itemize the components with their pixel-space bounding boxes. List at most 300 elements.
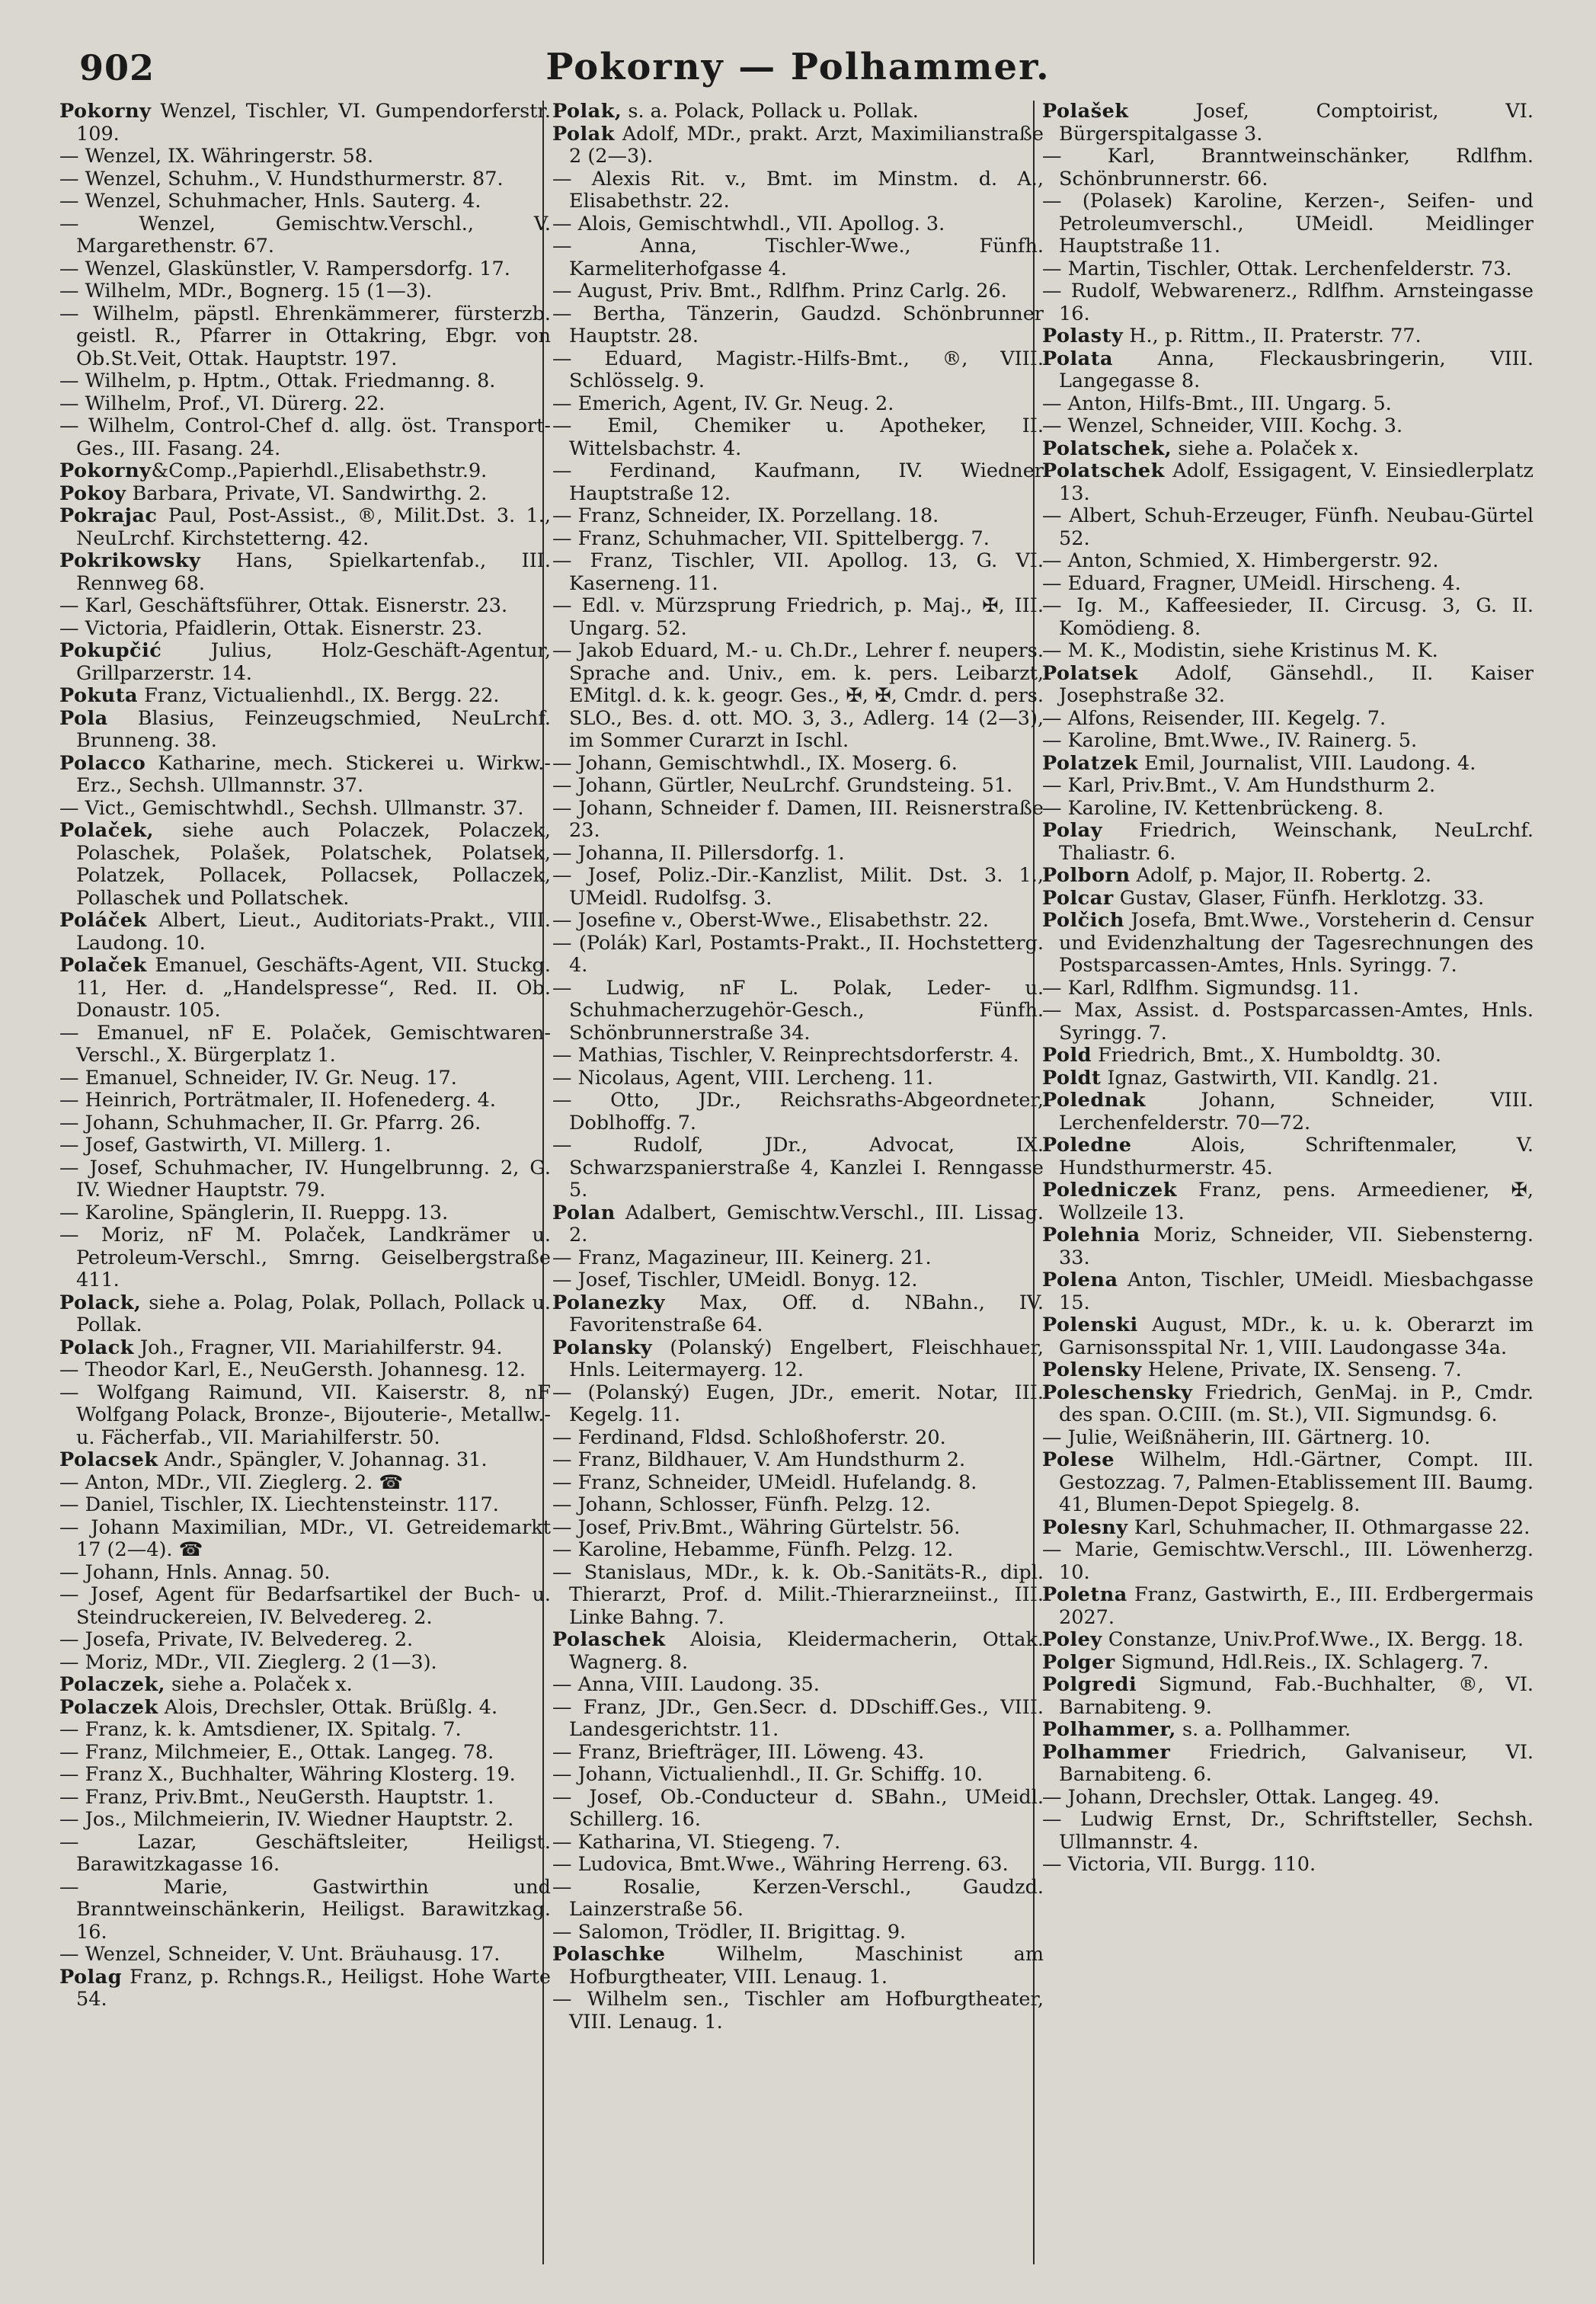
entry-text: — (Polasek) Karoline, Kerzen-, Seifen- und Petroleumverschl., UMeidl. Meidlinger Hauptstraße 11. [1042, 190, 1534, 258]
entry-surname: Poley [1042, 1628, 1102, 1651]
directory-entry [59, 618, 551, 641]
directory-entry [59, 955, 551, 1022]
directory-entry [59, 1202, 551, 1225]
directory-entry [1042, 1090, 1534, 1134]
entry-text: — Wenzel, Schneider, V. Unt. Bräuhausg. 17. [59, 1943, 501, 1966]
directory-entry [1042, 775, 1534, 798]
entry-text: s. a. Pollhammer. [1175, 1718, 1351, 1741]
entry-text: Friedrich, Galvaniseur, VI. Barnabiteng. 6. [1059, 1740, 1534, 1786]
entry-text: — Franz, Tischler, VII. Apollog. 13, G. VI. Kaserneng. 11. [552, 549, 1044, 595]
directory-entry [59, 1359, 551, 1382]
directory-entry [1042, 1359, 1534, 1382]
entry-text: — Anton, MDr., VII. Zieglerg. 2. ☎ [59, 1470, 404, 1494]
directory-entry [1042, 460, 1534, 505]
entry-text: — Salomon, Trödler, II. Brigittag. 9. [552, 1920, 907, 1944]
directory-entry [552, 1337, 1044, 1382]
entry-text: siehe a. Polaček x. [1172, 437, 1359, 460]
entry-surname: Polesny [1042, 1515, 1128, 1539]
entry-text: Constanze, Univ.Prof.Wwe., IX. Bergg. 18. [1102, 1628, 1524, 1651]
entry-surname: Polacco [59, 751, 146, 775]
directory-entry [1042, 1045, 1534, 1067]
entry-surname: Polan [552, 1201, 616, 1224]
directory-entry [1042, 1449, 1534, 1517]
entry-text: — Johann Maximilian, MDr., VI. Getreidemarkt 17 (2—4). ☎ [59, 1515, 551, 1561]
entry-text: Hans, Spielkartenfab., III. Rennweg 68. [76, 549, 551, 595]
entry-text: — Wilhelm, päpstl. Ehrenkämmerer, fürsterzb. geistl. R., Pfarrer in Ottakring, Ebgr. von Ob.St.Veit, Ottak. Hauptstr. 197. [59, 302, 551, 370]
entry-text: — Heinrich, Porträtmaler, II. Hofenederg. 4. [59, 1089, 497, 1112]
entry-text: — Eduard, Fragner, UMeidl. Hirscheng. 4. [1042, 571, 1461, 595]
directory-entry [1042, 1652, 1534, 1675]
directory-entry [1042, 1539, 1534, 1584]
directory-entry [59, 1674, 551, 1697]
entry-text: siehe a. Polaček x. [165, 1673, 353, 1696]
entry-text: — Emanuel, nF E. Polaček, Gemischtwaren-Verschl., X. Bürgerplatz 1. [59, 1021, 551, 1067]
entry-text: — Emerich, Agent, IV. Gr. Neug. 2. [552, 392, 894, 415]
entry-surname: Polgredi [1042, 1673, 1137, 1696]
directory-entry [59, 910, 551, 955]
directory-entry [1042, 865, 1534, 888]
page-header [61, 38, 1535, 99]
entry-surname: Polaček, [59, 819, 155, 842]
entry-text: Andr., Spängler, V. Johannag. 31. [158, 1448, 488, 1471]
entry-text: — Mathias, Tischler, V. Reinprechtsdorferstr. 4. [552, 1044, 1019, 1067]
directory-entry [552, 1045, 1044, 1067]
directory-entry [1042, 573, 1534, 596]
running-head: Pokorny — Polhammer. [545, 46, 1051, 88]
directory-entry [1042, 663, 1534, 708]
entry-text: — Anton, Hilfs-Bmt., III. Ungarg. 5. [1042, 392, 1392, 415]
entry-surname: Pokorny [59, 101, 152, 123]
directory-entry [59, 1877, 551, 1944]
directory-entry [1042, 1000, 1534, 1045]
directory-entry [59, 415, 551, 460]
directory-entry [552, 1494, 1044, 1517]
entry-text: — Franz, Bildhauer, V. Am Hundsthurm 2. [552, 1448, 966, 1471]
entry-text: Joh., Fragner, VII. Mariahilferstr. 94. [133, 1336, 503, 1359]
entry-text: — Ferdinand, Fldsd. Schloßhoferstr. 20. [552, 1426, 946, 1449]
entry-text: — Theodor Karl, E., NeuGersth. Johannesg. 12. [59, 1358, 526, 1381]
directory-entry [1042, 1269, 1534, 1314]
entry-text: Moriz, Schneider, VII. Siebensterng. 33. [1059, 1224, 1534, 1269]
entry-surname: Polacsek [59, 1448, 158, 1471]
directory-entry [552, 1562, 1044, 1630]
directory-entry [59, 505, 551, 550]
entry-text: — Nicolaus, Agent, VIII. Lercheng. 11. [552, 1066, 933, 1090]
entry-text: — Jakob Eduard, M.- u. Ch.Dr., Lehrer f. neupers. Sprache and. Univ., em. k. pers. Leibarzt, EMitgl. d. k. k. geogr. Ges., ✠, ✠, Cmdr. d. pers. SLO., Bes. d. ott. MO. 3, 3., Adlerg. 14 (2—3), im Sommer Curarzt in Ischl. [552, 639, 1044, 752]
entry-text: Sigmund, Fab.-Buchhalter, ®, VI. Barnabiteng. 9. [1059, 1673, 1534, 1719]
directory-entry [552, 1629, 1044, 1674]
entry-text: — Julie, Weißnäherin, III. Gärtnerg. 10. [1042, 1426, 1431, 1449]
entry-text: — Daniel, Tischler, IX. Liechtensteinstr. 117. [59, 1493, 499, 1516]
entry-surname: Polcar [1042, 886, 1114, 910]
directory-entry [59, 1697, 551, 1720]
entry-text: — Emil, Chemiker u. Apotheker, II. Wittelsbachstr. 4. [552, 414, 1044, 460]
entry-surname: Pokuta [59, 684, 139, 707]
directory-entry [552, 348, 1044, 393]
entry-text: — Franz, Milchmeier, E., Ottak. Langeg. 78. [59, 1740, 494, 1764]
entry-text: — Martin, Tischler, Ottak. Lerchenfelderstr. 73. [1042, 257, 1512, 280]
directory-entry [59, 1067, 551, 1090]
directory-entry [59, 1562, 551, 1585]
directory-entry [1042, 1517, 1534, 1540]
directory-entry [552, 460, 1044, 505]
entry-text: — Karl, Geschäftsführer, Ottak. Eisnerstr. 23. [59, 594, 508, 617]
directory-entry [552, 1472, 1044, 1495]
entry-text: — Karl, Rdlfhm. Sigmundsg. 11. [1042, 976, 1359, 1000]
directory-entry [1042, 280, 1534, 325]
entry-text: — Marie, Gastwirthin und Branntweinschänkerin, Heiligst. Barawitzkag. 16. [59, 1875, 551, 1944]
directory-entry [59, 1134, 551, 1157]
entry-surname: Pold [1042, 1044, 1092, 1067]
directory-entry [59, 1224, 551, 1292]
entry-text: Max, Off. d. NBahn., IV. Favoritenstraße 64. [569, 1291, 1044, 1336]
directory-entry [552, 1697, 1044, 1742]
directory-entry [552, 1202, 1044, 1247]
entry-text: — Alois, Gemischtwhdl., VII. Apollog. 3. [552, 212, 945, 235]
entry-text: — Franz X., Buchhalter, Währing Klosterg. 19. [59, 1763, 516, 1786]
directory-entry [552, 1134, 1044, 1202]
directory-entry [552, 280, 1044, 303]
entry-text: — Ig. M., Kaffeesieder, II. Circusg. 3, G. II. Komödieng. 8. [1042, 594, 1534, 640]
entry-surname: Polak, [552, 101, 622, 123]
entry-text: Sigmund, Hdl.Reis., IX. Schlagerg. 7. [1115, 1650, 1489, 1674]
entry-surname: Polaschek [552, 1628, 666, 1651]
directory-entry [1042, 415, 1534, 438]
entry-text: — Josef, Gastwirth, VI. Millerg. 1. [59, 1134, 392, 1157]
entry-text: — Rudolf, Webwarenerz., Rdlfhm. Arnsteingasse 16. [1042, 280, 1534, 325]
entry-text: Franz, Victualienhdl., IX. Bergg. 22. [138, 684, 500, 707]
entry-text: — Victoria, VII. Burgg. 110. [1042, 1853, 1316, 1876]
directory-entry [1042, 1742, 1534, 1787]
entry-surname: Polaczek, [59, 1673, 165, 1696]
directory-entry [1042, 730, 1534, 753]
directory-entry [59, 460, 551, 483]
directory-entry [1042, 1427, 1534, 1450]
entry-surname: Pokorny [59, 459, 152, 482]
entry-surname: Polaček [59, 954, 147, 977]
directory-entry [1042, 910, 1534, 978]
directory-entry [552, 1764, 1044, 1787]
entry-surname: Polack [59, 1336, 134, 1359]
entry-text: — Emanuel, Schneider, IV. Gr. Neug. 17. [59, 1066, 457, 1090]
entry-text: August, MDr., k. u. k. Oberarzt im Garnisonsspital Nr. 1, VIII. Laudongasse 34a. [1059, 1314, 1534, 1359]
entry-text: — Edl. v. Mürzsprung Friedrich, p. Maj., ✠, III. Ungarg. 52. [552, 594, 1044, 640]
entry-text: Friedrich, GenMaj. in P., Cmdr. des span. O.CIII. (m. St.), VII. Sigmundsg. 6. [1059, 1381, 1534, 1426]
directory-entry [552, 1247, 1044, 1270]
directory-entry [59, 1966, 551, 2011]
entry-text: s. a. Polack, Pollack u. Pollak. [622, 101, 919, 123]
column-2 [552, 101, 1044, 2280]
directory-entry [59, 1719, 551, 1742]
entry-text: — Karl, Priv.Bmt., V. Am Hundsthurm 2. [1042, 774, 1436, 797]
entry-text: H., p. Rittm., II. Praterstr. 77. [1123, 325, 1422, 347]
entry-text: — Josef, Tischler, UMeidl. Bonyg. 12. [552, 1269, 918, 1291]
directory-entry [552, 978, 1044, 1045]
entry-surname: Poletna [1042, 1583, 1127, 1606]
entry-text: — Wilhelm, p. Hptm., Ottak. Friedmanng. 8. [59, 370, 496, 392]
entry-text: — Josefine v., Oberst-Wwe., Elisabethstr. 22. [552, 909, 989, 932]
directory-entry [1042, 595, 1534, 640]
entry-text: — Anna, VIII. Laudong. 35. [552, 1673, 820, 1696]
directory-entry [552, 1067, 1044, 1090]
entry-text: — Katharina, VI. Stiegeng. 7. [552, 1830, 841, 1854]
entry-text: Gustav, Glaser, Fünfh. Herklotzg. 33. [1113, 886, 1485, 910]
entry-text: Johann, Schneider, VIII. Lerchenfelderstr. 70—72. [1059, 1089, 1534, 1134]
directory-entry [552, 101, 1044, 123]
entry-text: Wilhelm, Hdl.-Gärtner, Compt. III. Gestozzag. 7, Palmen-Etablissement III. Baumg. 41, Blumen-Depot Spiegelg. 8. [1059, 1448, 1534, 1516]
directory-entry [59, 685, 551, 708]
entry-text: — Anton, Schmied, X. Himbergerstr. 92. [1042, 549, 1439, 572]
entry-surname: Polanezky [552, 1291, 665, 1314]
entry-text: — Johann, Schneider f. Damen, III. Reisnerstraße 23. [552, 796, 1044, 842]
entry-text: Adolf, Essigagent, V. Einsiedlerplatz 13. [1059, 459, 1534, 505]
directory-entry [1042, 101, 1534, 146]
entry-text: — August, Priv. Bmt., Rdlfhm. Prinz Carlg. 26. [552, 280, 1007, 302]
entry-text: Adolf, Gänsehdl., II. Kaiser Josephstraße 32. [1059, 661, 1534, 707]
entry-text: — Wenzel, Schneider, VIII. Kochg. 3. [1042, 414, 1403, 437]
directory-entry [1042, 1314, 1534, 1359]
directory-entry [552, 753, 1044, 776]
directory-entry [59, 1652, 551, 1675]
entry-surname: Polatsek [1042, 661, 1138, 685]
entry-text: — Rosalie, Kerzen-Verschl., Gaudzd. Lainzerstraße 56. [552, 1875, 1044, 1921]
entry-text: — Johann, Drechsler, Ottak. Langeg. 49. [1042, 1785, 1440, 1809]
directory-entry [1042, 1134, 1534, 1179]
entry-text: Alois, Schriftenmaler, V. Hundsthurmerstr. 45. [1059, 1134, 1534, 1179]
directory-entry [552, 1787, 1044, 1832]
entry-text: Josef, Comptoirist, VI. Bürgerspitalgasse 3. [1059, 101, 1534, 146]
directory-entry [1042, 1674, 1534, 1719]
directory-entry [59, 550, 551, 595]
entry-surname: Polborn [1042, 864, 1131, 887]
entry-text: Paul, Post-Assist., ®, Milit.Dst. 3. 1., NeuLrchf. Kirchstetterng. 42. [76, 504, 551, 550]
directory-entry [1042, 1179, 1534, 1224]
entry-text: Josefa, Bmt.Wwe., Vorsteherin d. Censur und Evidenzhaltung der Tagesrechnungen des Postsparcassen-Amtes, Hnls. Syringg. 7. [1059, 909, 1534, 977]
entry-text: — Johann, Victualienhdl., II. Gr. Schiffg. 10. [552, 1763, 984, 1786]
entry-surname: Polack, [59, 1291, 142, 1314]
directory-entry [59, 168, 551, 191]
entry-text: — Wenzel, IX. Währingerstr. 58. [59, 145, 374, 168]
directory-entry [552, 1382, 1044, 1427]
entry-text: — Karl, Branntweinschänker, Rdlfhm. Schönbrunnerstr. 66. [1042, 145, 1534, 190]
entry-text: Friedrich, Bmt., X. Humboldtg. 30. [1092, 1044, 1442, 1067]
directory-entry [59, 1157, 551, 1202]
entry-text: — Franz, Schneider, IX. Porzellang. 18. [552, 504, 939, 527]
entry-surname: Pokrikowsky [59, 549, 201, 572]
entry-surname: Poleschensky [1042, 1381, 1193, 1404]
entry-surname: Pokoy [59, 482, 126, 505]
directory-entry [59, 258, 551, 281]
directory-entry [1042, 1787, 1534, 1810]
directory-entry [552, 1944, 1044, 1989]
entry-text: — Karoline, Hebamme, Fünfh. Pelzg. 12. [552, 1538, 954, 1561]
entry-surname: Poledniczek [1042, 1179, 1177, 1202]
directory-entry [59, 1764, 551, 1787]
entry-text: siehe auch Polaczek, Polaczek, Polaschek, Polašek, Polatschek, Polatsek, Polatzek, Pollacek, Pollacsek, Pollaczek, Pollaschek und Pollatschek. [76, 819, 551, 910]
entry-text: — Karoline, Bmt.Wwe., IV. Rainerg. 5. [1042, 729, 1418, 752]
entry-text: — Franz, Magazineur, III. Keinerg. 21. [552, 1246, 932, 1269]
entry-text: Franz, Gastwirth, E., III. Erdbergermais 2027. [1059, 1583, 1534, 1629]
entry-text: Emanuel, Geschäfts-Agent, VII. Stuckg. 11, Her. d. „Handelspresse“, Red. II. Ob. Donaustr. 105. [76, 954, 551, 1022]
entry-text: — Lazar, Geschäftsleiter, Heiligst. Barawitzkagasse 16. [59, 1830, 551, 1876]
entry-text: &Comp.,Papierhdl.,Elisabethstr.9. [151, 459, 488, 482]
entry-text: Friedrich, Weinschank, NeuLrchf. Thaliastr. 6. [1059, 819, 1534, 865]
entry-text: — Victoria, Pfaidlerin, Ottak. Eisnerstr. 23. [59, 616, 483, 640]
directory-entry [59, 1292, 551, 1337]
column-1 [59, 101, 551, 2280]
directory-entry [1042, 393, 1534, 416]
entry-text: — Otto, JDr., Reichsraths-Abgeordneter, Doblhoffg. 7. [552, 1089, 1044, 1134]
directory-entry [552, 910, 1044, 933]
directory-entry [59, 1832, 551, 1877]
entry-text: — Franz, Priv.Bmt., NeuGersth. Hauptstr. 1. [59, 1785, 494, 1809]
directory-entry [552, 235, 1044, 280]
entry-text: — Anna, Tischler-Wwe., Fünfh. Karmeliterhofgasse 4. [552, 235, 1044, 280]
directory-entry [1042, 708, 1534, 731]
directory-entry [59, 1337, 551, 1360]
entry-text: — Marie, Gemischtw.Verschl., III. Löwenherzg. 10. [1042, 1538, 1534, 1584]
entry-text: — Karoline, Spänglerin, II. Rueppg. 13. [59, 1201, 449, 1224]
directory-entry [59, 146, 551, 168]
entry-text: — (Polanský) Eugen, JDr., emerit. Notar, III. Kegelg. 11. [552, 1381, 1044, 1426]
entry-text: — Stanislaus, MDr., k. k. Ob.-Sanitäts-R., dipl. Thierarzt, Prof. d. Milit.-Thierarzneiinst., III. Linke Bahng. 7. [552, 1560, 1044, 1629]
entry-surname: Pokupčić [59, 639, 162, 662]
entry-text: Helene, Private, IX. Senseng. 7. [1141, 1358, 1462, 1381]
entry-text: — Alexis Rit. v., Bmt. im Minstm. d. A., Elisabethstr. 22. [552, 167, 1044, 213]
entry-text: Ignaz, Gastwirth, VII. Kandlg. 21. [1101, 1066, 1439, 1090]
directory-entry [59, 190, 551, 213]
directory-entry [552, 1292, 1044, 1337]
entry-surname: Polenski [1042, 1314, 1138, 1336]
directory-entry [552, 1449, 1044, 1472]
entry-surname: Polese [1042, 1448, 1115, 1471]
directory-entry [59, 213, 551, 258]
directory-entry [552, 505, 1044, 528]
directory-entry [552, 1517, 1044, 1540]
directory-entry [552, 1674, 1044, 1697]
directory-entry [59, 1022, 551, 1067]
entry-surname: Polčich [1042, 909, 1124, 932]
directory-entry [552, 1832, 1044, 1854]
entry-text: — Franz, k. k. Amtsdiener, IX. Spitalg. 7. [59, 1718, 462, 1741]
entry-text: — Alfons, Reisender, III. Kegelg. 7. [1042, 706, 1387, 730]
directory-entry [1042, 146, 1534, 190]
entry-surname: Polehnia [1042, 1224, 1140, 1246]
entry-text: — Johann, Schlosser, Fünfh. Pelzg. 12. [552, 1493, 931, 1516]
entry-text: — Albert, Schuh-Erzeuger, Fünfh. Neubau-Gürtel 52. [1042, 504, 1534, 550]
entry-text: — Wilhelm sen., Tischler am Hofburgtheater, VIII. Lenaug. 1. [552, 1988, 1044, 2034]
entry-text: — Josef, Ob.-Conducteur d. SBahn., UMeidl. Schillerg. 16. [552, 1785, 1044, 1831]
directory-entry [552, 393, 1044, 416]
directory-entry [552, 865, 1044, 910]
entry-text: — Ludwig, nF L. Polak, Leder- u. Schuhmacherzugehör-Gesch., Fünfh. Schönbrunnerstraße 34. [552, 976, 1044, 1045]
directory-entry [552, 798, 1044, 843]
directory-entry [552, 1269, 1044, 1292]
entry-text: Adolf, p. Major, II. Robertg. 2. [1130, 864, 1431, 887]
directory-entry [1042, 798, 1534, 821]
entry-surname: Polatschek, [1042, 437, 1172, 460]
directory-entry [59, 798, 551, 821]
entry-surname: Polensky [1042, 1358, 1142, 1381]
directory-entry [1042, 1584, 1534, 1629]
entry-text: — Franz, JDr., Gen.Secr. d. DDschiff.Ges., VIII. Landesgerichtstr. 11. [552, 1695, 1044, 1741]
directory-entry [1042, 753, 1534, 776]
directory-entry [59, 1090, 551, 1112]
directory-entry [552, 1539, 1044, 1562]
entry-text: — Ferdinand, Kaufmann, IV. Wiedner Hauptstraße 12. [552, 459, 1044, 505]
directory-entry [552, 843, 1044, 866]
entry-text: — Josef, Agent für Bedarfsartikel der Buch- u. Steindruckereien, IV. Belvedereg. 2. [59, 1583, 551, 1629]
entry-text: — Johann, Schuhmacher, II. Gr. Pfarrg. 26. [59, 1111, 481, 1134]
directory-entry [552, 303, 1044, 348]
entry-text: Wilhelm, Maschinist am Hofburgtheater, VIII. Lenaug. 1. [569, 1943, 1044, 1989]
directory-entry [552, 1877, 1044, 1922]
directory-entry [59, 640, 551, 685]
entry-text: — Franz, Briefträger, III. Löweng. 43. [552, 1740, 925, 1764]
entry-text: Franz, p. Rchngs.R., Heiligst. Hohe Warte 54. [76, 1965, 551, 2011]
entry-surname: Polatzek [1042, 751, 1138, 775]
directory-entry [1042, 348, 1534, 393]
entry-text: — Wenzel, Gemischtw.Verschl., V. Margarethenstr. 67. [59, 212, 551, 258]
entry-surname: Polhammer, [1042, 1718, 1176, 1741]
directory-entry [552, 1427, 1044, 1450]
entry-text: — Josef, Priv.Bmt., Währing Gürtelstr. 56. [552, 1515, 961, 1539]
directory-entry [1042, 1854, 1534, 1877]
entry-surname: Polatschek [1042, 459, 1165, 482]
entry-text: Julius, Holz-Geschäft-Agentur, Grillparzerstr. 14. [76, 639, 551, 685]
directory-entry [59, 1787, 551, 1810]
directory-entry [552, 213, 1044, 236]
directory-entry [59, 1517, 551, 1562]
directory-entry [1042, 1629, 1534, 1652]
entry-surname: Poláček [59, 909, 147, 932]
directory-entry [59, 1742, 551, 1765]
directory-entry [59, 595, 551, 618]
directory-entry [59, 820, 551, 910]
directory-entry [1042, 820, 1534, 865]
entry-text: — Josef, Schuhmacher, IV. Hungelbrunng. 2, G. IV. Wiedner Hauptstr. 79. [59, 1156, 551, 1202]
entry-text: Alois, Drechsler, Ottak. Brüßlg. 4. [158, 1695, 498, 1719]
entry-text: — Ludovica, Bmt.Wwe., Währing Herreng. 63. [552, 1853, 1009, 1876]
directory-entry [59, 303, 551, 371]
entry-text: Albert, Lieut., Auditoriats-Prakt., VIII. Laudong. 10. [76, 909, 551, 955]
directory-entry [1042, 1719, 1534, 1742]
directory-entry [1042, 190, 1534, 258]
directory-entry [59, 393, 551, 416]
directory-entry [552, 550, 1044, 595]
entry-surname: Pokrajac [59, 504, 158, 527]
entry-surname: Polay [1042, 819, 1103, 842]
directory-entry [552, 1922, 1044, 1944]
entry-surname: Polata [1042, 347, 1114, 370]
entry-surname: Polger [1042, 1650, 1115, 1674]
entry-surname: Polak [552, 122, 615, 146]
directory-entry [552, 775, 1044, 798]
directory-entry [59, 101, 551, 146]
directory-entry [1042, 888, 1534, 910]
directory-entry [59, 370, 551, 393]
directory-entry [59, 1629, 551, 1652]
directory-entry [59, 483, 551, 506]
directory-entry [59, 1472, 551, 1495]
directory-entry [59, 1382, 551, 1450]
directory-entry [552, 933, 1044, 978]
entry-surname: Polena [1042, 1269, 1118, 1291]
directory-entry [552, 123, 1044, 168]
directory-entry [59, 1449, 551, 1472]
entry-text: Katharine, mech. Stickerei u. Wirkw.-Erz., Sechsh. Ullmannstr. 37. [76, 751, 551, 797]
entry-text: Barbara, Private, VI. Sandwirthg. 2. [126, 482, 488, 505]
